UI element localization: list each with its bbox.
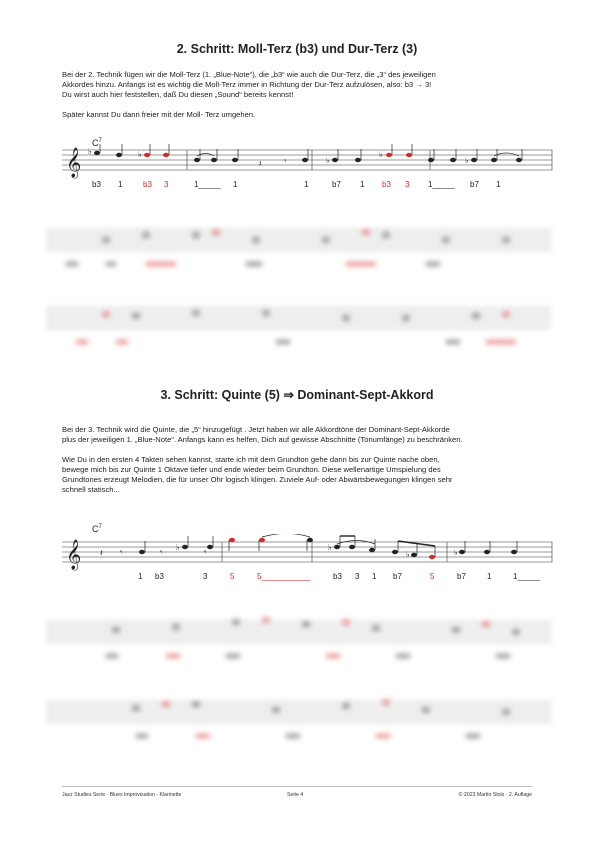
treble-clef-icon: 𝄞 <box>66 540 82 570</box>
degree-label: 3 <box>164 180 169 189</box>
degree-label: 1 <box>372 572 377 581</box>
blurred-staff-preview <box>46 680 556 750</box>
degree-label: 1_____ <box>194 180 221 189</box>
degree-label: 1 <box>304 180 309 189</box>
svg-text:𝄾: 𝄾 <box>160 548 163 558</box>
degree-label: 5 <box>430 572 435 581</box>
degree-label: 1 <box>233 180 238 189</box>
svg-text:𝄽: 𝄽 <box>259 159 262 168</box>
intro-line: Grundtones erzeugt Melodien, die für unser Ohr logisch klingen. Zuviele Auf- oder Abwärtsbewegungen klingen sehr <box>62 475 453 484</box>
degree-label: b7 <box>332 180 341 189</box>
intro-line: bewege mich bis zur Quinte 1 Oktave tiefer und ende wieder beim Grundton. Diese wellenartige Umspielung des <box>62 465 441 474</box>
degree-label: b7 <box>393 572 402 581</box>
svg-text:♭: ♭ <box>454 548 458 557</box>
svg-text:♭: ♭ <box>379 150 383 159</box>
section3-intro <box>62 425 532 495</box>
blurred-staff-preview <box>46 600 556 670</box>
intro-line: Bei der 2. Technik fügen wir die Moll-Terz (1. „Blue-Note“), die „b3“ wie auch die Dur-Terz, die „3“ des jeweiligen <box>62 70 436 79</box>
degree-label: b3 <box>155 572 164 581</box>
svg-text:♭: ♭ <box>406 550 410 559</box>
music-staff <box>62 144 554 180</box>
intro-line: plus der jeweiligen 1. „Blue-Note“. Anfangs kann es helfen, Dich auf gewisse Abschnitte (Tonumfänge) zu beschränken. <box>62 435 463 444</box>
footer-right: © 2023 Martin Stolz · 2. Auflage <box>458 792 532 798</box>
degree-label: b7 <box>470 180 479 189</box>
svg-text:𝄽: 𝄽 <box>100 549 103 559</box>
chord-symbol: $C^7$ <box>92 524 102 534</box>
section3-title: 3. Schritt: Quinte (5) ⇒ Dominant-Sept-Akkord <box>160 388 434 402</box>
svg-text:♭: ♭ <box>138 150 142 159</box>
chord-symbol: $C^7$ <box>92 138 102 148</box>
footer-left: Jazz Studies Serie · Blues Improvisation - Klarinette <box>62 792 182 798</box>
degree-label: 3 <box>355 572 360 581</box>
intro-line: schnell statisch... <box>62 485 120 494</box>
degree-label: 3 <box>203 572 208 581</box>
svg-text:♭: ♭ <box>328 543 332 552</box>
treble-clef-icon: 𝄞 <box>66 148 82 178</box>
section2-intro <box>62 70 532 120</box>
blurred-staff-preview <box>46 286 556 356</box>
degree-label: 5 <box>230 572 235 581</box>
footer-page-number: Seite 4 <box>287 792 304 798</box>
degree-label: b3 <box>92 180 101 189</box>
degree-label: 1 <box>487 572 492 581</box>
svg-text:𝄾: 𝄾 <box>204 548 207 558</box>
footer-divider <box>62 786 532 787</box>
degree-label: b3 <box>143 180 152 189</box>
degree-label: b3 <box>333 572 342 581</box>
intro-line: Akkordes hinzu. Anfangs ist es wichtig die Moll-Terz immer in Richtung der Dur-Terz aufzulösen, also: b3 → 3! <box>62 80 432 89</box>
blurred-staff-preview <box>46 208 556 278</box>
degree-label: 1_____ <box>513 572 540 581</box>
degree-label: 1 <box>138 572 143 581</box>
degree-label: 1 <box>118 180 123 189</box>
degree-label: 1_____ <box>428 180 455 189</box>
intro-line: Du wirst auch hier feststellen, daß Du diesen „Sound“ bereits kennst! <box>62 90 294 99</box>
degree-label: 1 <box>496 180 501 189</box>
intro-line: Bei der 3. Technik wird die Quinte, die „5“ hinzugefügt . Jetzt haben wir alle Akkordtöne der Dominant-Sept-Akkorde <box>62 425 450 434</box>
degree-label: 1 <box>360 180 365 189</box>
svg-text:♭: ♭ <box>326 156 330 165</box>
degree-label: 5___________ <box>257 572 311 581</box>
section2-title: 2. Schritt: Moll-Terz (b3) und Dur-Terz (3) <box>176 42 418 56</box>
degree-label: b3 <box>382 180 391 189</box>
intro-line: Später kannst Du dann freier mit der Moll- Terz umgehen. <box>62 110 256 119</box>
intro-line: Wie Du in den ersten 4 Takten sehen kannst, starte ich mit dem Grundton gehe dann bis zur Quinte nache oben, <box>62 455 440 464</box>
degree-label: b7 <box>457 572 466 581</box>
svg-text:♭: ♭ <box>176 543 180 552</box>
svg-text:♭: ♭ <box>465 156 469 165</box>
svg-text:𝄾: 𝄾 <box>284 157 287 167</box>
svg-text:♭: ♭ <box>88 147 92 156</box>
degree-label: 3 <box>405 180 410 189</box>
music-staff <box>62 534 554 574</box>
svg-text:𝄾: 𝄾 <box>120 548 123 558</box>
